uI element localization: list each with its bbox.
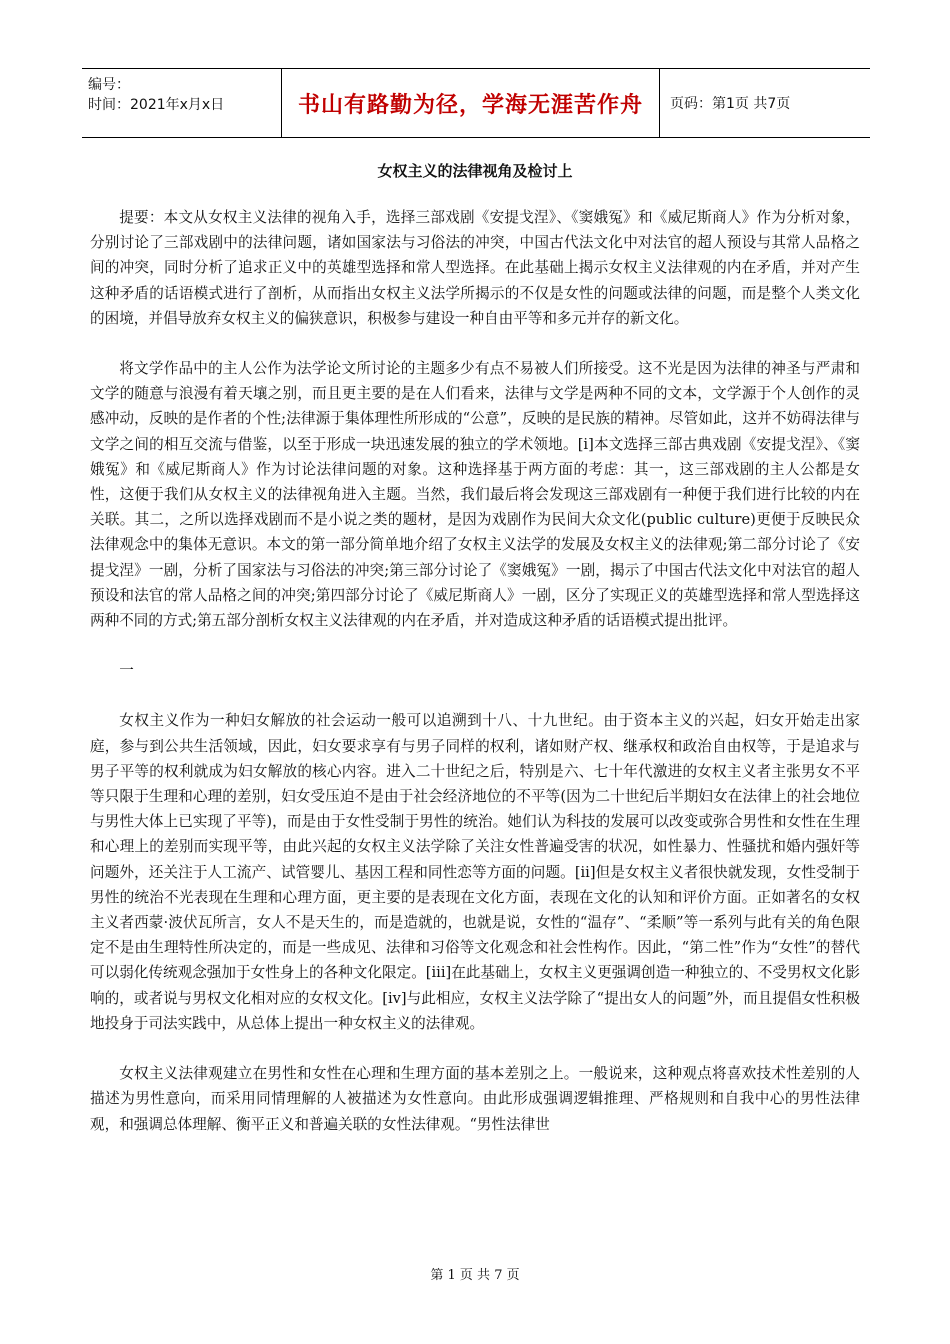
- section-heading: 一: [119, 662, 134, 680]
- body-paragraph: 女权主义法律观建立在男性和女性在心理和生理方面的基本差别之上。一般说来，这种观点将喜欢技术性差别的人描述为男性意向，而采用同情理解的人被描述为女性意向。由此形成强调逻辑推理、严格规则和自我中心的男性法律观，和强调总体理解、衡平正义和普遍关联的女性法律观。“男性法律世: [90, 1065, 860, 1133]
- header-table: [82, 68, 870, 138]
- body-paragraph: 女权主义作为一种妇女解放的社会运动一般可以追溯到十八、十九世纪。由于资本主义的兴起，妇女开始走出家庭，参与到公共生活领域，因此，妇女要求享有与男子同样的权利，诸如财产权、继承权和政治自由权等，于是追求与男子平等的权利就成为妇女解放的核心内容。进入二十世纪之后，特别是六、七十年代激进的女权主义者主张男女不平等只限于生理和心理的差别，妇女受压迫不是由于社会经济地位的不平等(因为二十世纪后半期妇女在法律上的社会地位与男性大体上已实现了平等)，而是由于女性受制于男性的统治。她们认为科技的发展可以改变或弥合男性和女性在生理和心理上的差别而实现平等，由此兴起的女权主义法学除了关注女性普遍受害的状况，如性暴力、性骚扰和婚内强奸等问题外，还关注于人工流产、试管婴儿、基因工程和同性恋等方面的问题。[ii]但是女权主义者很快就发现，女性受制于男性的统治不光表现在生理和心理方面，更主要的是表现在文化方面，表现在文化的认知和评价方面。正如著名的女权主义者西蒙·波伏瓦所言，女人不是天生的，而是造就的，也就是说，女性的“温存”、“柔顺”等一系列与此有关的角色限定不是由生理特性所决定的，而是一些成见、法律和习俗等文化观念和社会性构作。因此，“第二性”作为“女性”的替代可以弱化传统观念强加于女性身上的各种文化限定。[iii]在此基础上，女权主义更强调创造一种独立的、不受男权文化影响的，或者说与男权文化相对应的女权文化。[iv]与此相应，女权主义法学除了“提出女人的问题”外，而且提倡女性积极地投身于司法实践中，从总体上提出一种女权主义的法律观。: [90, 712, 860, 1032]
- header-page-label: 页码：第1页 共7页: [670, 96, 791, 112]
- header-page-cell: [660, 69, 870, 137]
- abstract-paragraph: 提要：本文从女权主义法律的视角入手，选择三部戏剧《安提戈涅》、《窦娥冤》和《威尼斯商人》作为分析对象，分别讨论了三部戏剧中的法律问题，诸如国家法与习俗法的冲突，中国古代法文化中对法官的超人预设与其常人品格之间的冲突，同时分析了追求正义中的英雄型选择和常人型选择。在此基础上揭示女权主义法律观的内在矛盾，并对产生这种矛盾的话语模式进行了剖析，从而指出女权主义法学所揭示的不仅是女性的问题或法律的问题，而是整个人类文化的困境，并倡导放弃女权主义的偏狭意识，积极参与建设一种自由平等和多元并存的新文化。: [90, 209, 860, 327]
- header-meta-cell: [82, 69, 282, 137]
- document-body: [90, 205, 860, 1162]
- document-number-label: 编号：: [88, 77, 130, 93]
- document-date-label: 时间：2021年x月x日: [88, 97, 225, 113]
- document-title: 女权主义的法律视角及检讨上: [377, 162, 573, 180]
- header-motto: 书山有路勤为径，学海无涯苦作舟: [297, 92, 643, 118]
- header-motto-cell: [282, 69, 660, 137]
- page-footer: 第 1 页 共 7 页: [430, 1268, 520, 1283]
- intro-paragraph: 将文学作品中的主人公作为法学论文所讨论的主题多少有点不易被人们所接受。这不光是因为法律的神圣与严肃和文学的随意与浪漫有着天壤之别，而且更主要的是在人们看来，法律与文学是两种不同的文本，文学源于个人创作的灵感冲动，反映的是作者的个性;法律源于集体理性所形成的“公意”，反映的是民族的精神。尽管如此，这并不妨碍法律与文学之间的相互交流与借鉴，以至于形成一块迅速发展的独立的学术领地。[i]本文选择三部古典戏剧《安提戈涅》、《窦娥冤》和《威尼斯商人》作为讨论法律问题的对象。这种选择基于两方面的考虑：其一，这三部戏剧的主人公都是女性，这便于我们从女权主义的法律视角进入主题。当然，我们最后将会发现这三部戏剧有一种便于我们进行比较的内在关联。其二，之所以选择戏剧而不是小说之类的题材，是因为戏剧作为民间大众文化(public culture)更便于反映民众法律观念中的集体无意识。本文的第一部分简单地介绍了女权主义法学的发展及女权主义的法律观;第二部分讨论了《安提戈涅》一剧，分析了国家法与习俗法的冲突;第三部分讨论了《窦娥冤》一剧，揭示了中国古代法文化中对法官的超人预设和法官的常人品格之间的冲突;第四部分讨论了《威尼斯商人》一剧，区分了实现正义的英雄型选择和常人型选择这两种不同的方式;第五部分剖析女权主义法律观的内在矛盾，并对造成这种矛盾的话语模式提出批评。: [90, 360, 860, 630]
